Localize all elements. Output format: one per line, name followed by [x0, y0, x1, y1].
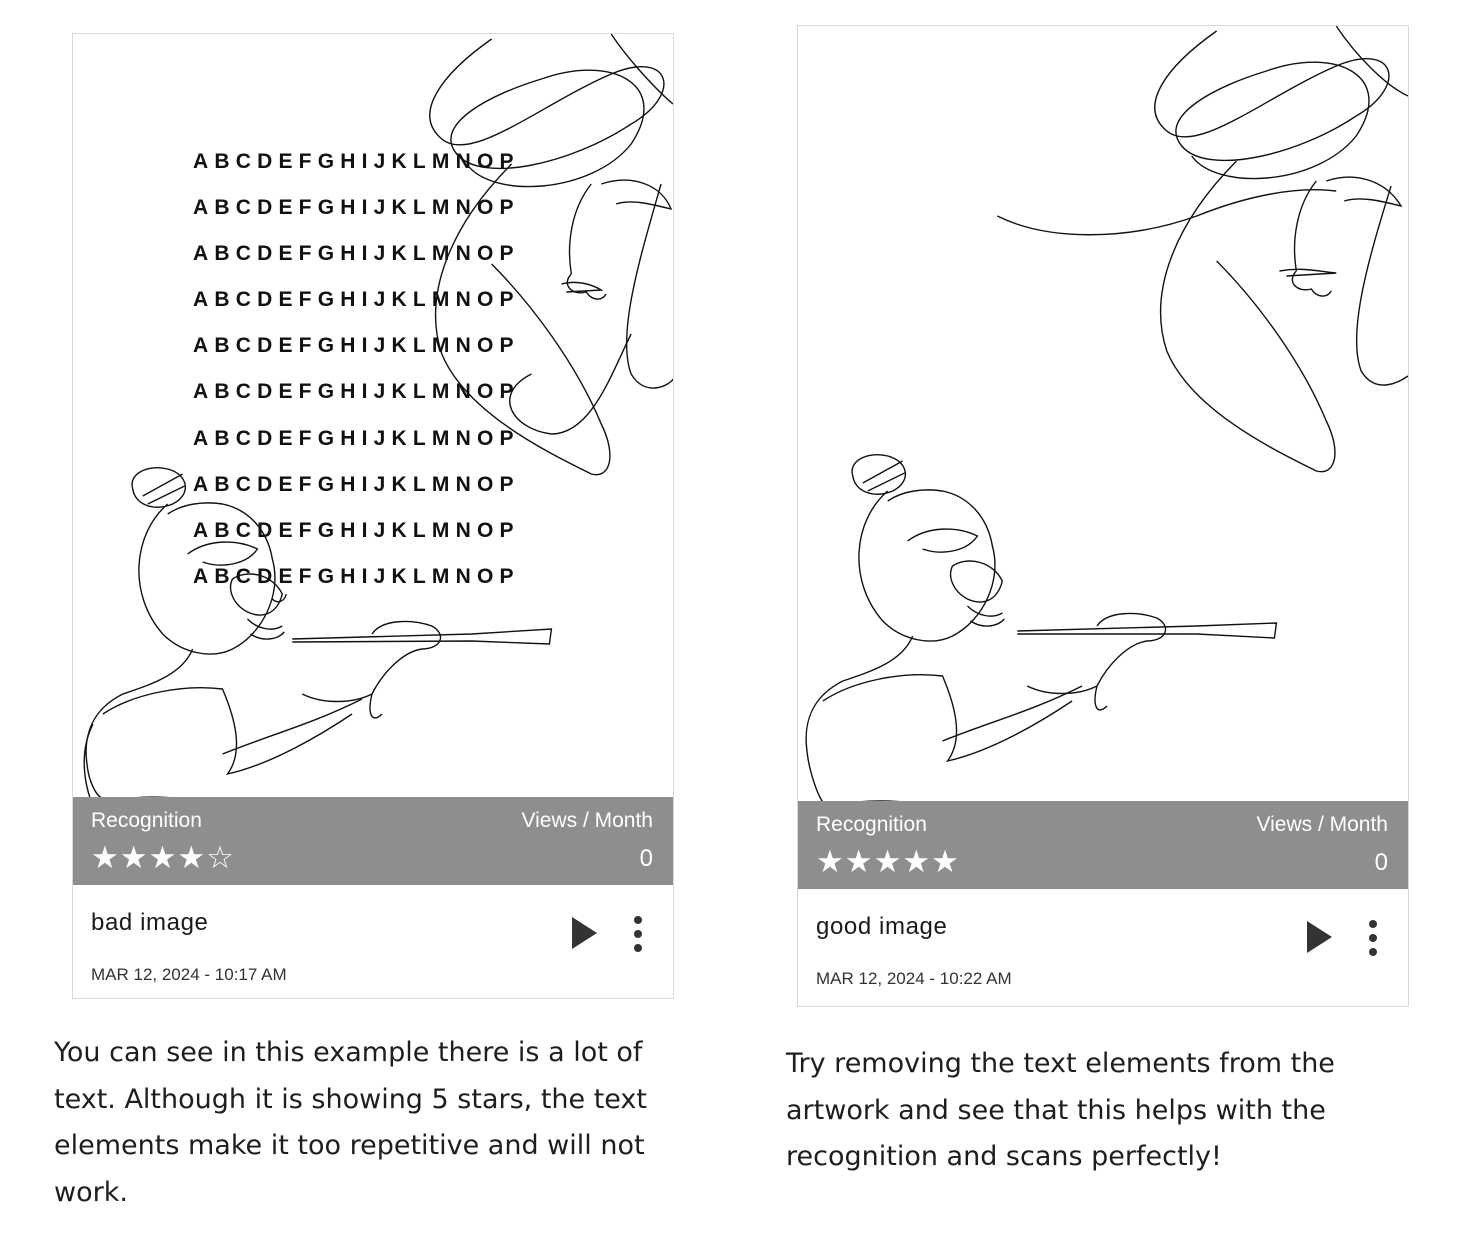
views-value: 0 [639, 845, 653, 872]
caption-line: artwork and see that this helps with the [786, 1094, 1326, 1126]
artwork-card-bad[interactable] [72, 33, 674, 999]
views-stat [521, 809, 653, 873]
more-vertical-icon [631, 915, 645, 953]
views-label: Views / Month [1256, 813, 1388, 836]
artwork-text-row: ABCDEFGHIJKLMNOP [193, 288, 520, 312]
artwork-text-row: ABCDEFGHIJKLMNOP [193, 426, 520, 450]
views-stat [1256, 813, 1388, 877]
caption-bad-example [54, 1030, 694, 1216]
artwork-text-row: ABCDEFGHIJKLMNOP [193, 150, 520, 173]
more-options-button[interactable] [631, 915, 645, 953]
recognition-stat [816, 813, 960, 879]
caption-line: Try removing the text elements from the [786, 1048, 1335, 1079]
recognition-stars: ★★★★☆ [91, 840, 235, 875]
artwork-text-rows [193, 144, 520, 605]
line-art-image [798, 26, 1408, 802]
line-art-image [73, 34, 673, 798]
artwork-text-row: ABCDEFGHIJKLMNOP [193, 380, 520, 404]
caption-line: text. Although it is showing 5 stars, the text [54, 1083, 647, 1115]
caption-line: recognition and scans perfectly! [786, 1141, 1222, 1172]
card-info [73, 885, 673, 999]
play-icon [569, 915, 599, 951]
caption-line: You can see in this example there is a lot of [54, 1037, 643, 1068]
recognition-stars: ★★★★★ [816, 844, 960, 879]
more-vertical-icon [1366, 919, 1380, 957]
caption-line: elements make it too repetitive and will not [54, 1130, 645, 1161]
artwork-text-row: ABCDEFGHIJKLMNOP [193, 564, 520, 588]
recognition-stat [91, 809, 235, 875]
more-options-button[interactable] [1366, 919, 1380, 957]
views-label: Views / Month [521, 809, 653, 832]
stats-bar [798, 801, 1408, 889]
caption-good-example [786, 1041, 1426, 1181]
recognition-label: Recognition [816, 813, 927, 836]
stats-bar [73, 797, 673, 885]
play-button[interactable] [569, 915, 599, 951]
views-value: 0 [1374, 849, 1388, 876]
card-title: bad image [91, 909, 209, 936]
card-info [798, 889, 1408, 1005]
artwork-text-row: ABCDEFGHIJKLMNOP [193, 334, 520, 358]
artwork-text-row: ABCDEFGHIJKLMNOP [193, 242, 520, 266]
play-button[interactable] [1304, 919, 1334, 955]
card-date: MAR 12, 2024 - 10:17 AM [91, 965, 287, 984]
recognition-label: Recognition [91, 809, 202, 832]
play-icon [1304, 919, 1334, 955]
caption-line: work. [54, 1176, 128, 1208]
line-art-drawing [798, 26, 1408, 802]
artwork-text-row: ABCDEFGHIJKLMNOP [193, 196, 520, 220]
card-date: MAR 12, 2024 - 10:22 AM [816, 969, 1012, 988]
card-title: good image [816, 913, 948, 940]
artwork-text-row: ABCDEFGHIJKLMNOP [193, 518, 520, 542]
artwork-text-row: ABCDEFGHIJKLMNOP [193, 472, 520, 496]
artwork-card-good[interactable] [797, 25, 1409, 1007]
